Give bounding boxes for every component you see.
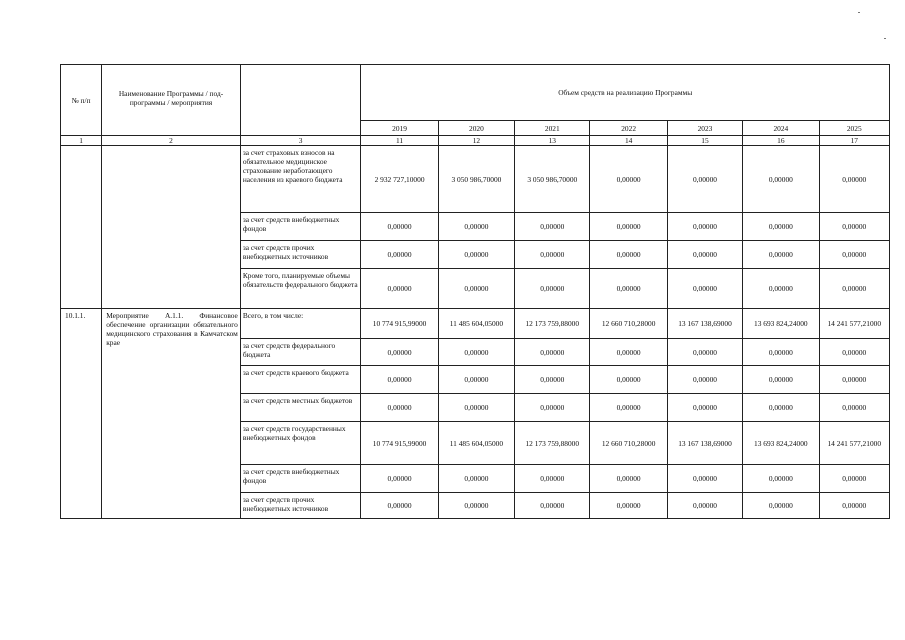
header-name: Наименование Программы / под-программы / мероприятия (102, 65, 241, 136)
value-cell: 0,00000 (743, 465, 819, 493)
value-cell: 13 167 138,69000 (667, 309, 742, 339)
value-cell: 14 241 577,21000 (819, 422, 889, 465)
value-cell: 0,00000 (361, 394, 438, 422)
value-cell: 0,00000 (515, 269, 590, 309)
value-cell: 0,00000 (667, 213, 742, 241)
value-cell: 0,00000 (590, 339, 667, 366)
header-blank (240, 65, 361, 136)
value-cell: 0,00000 (590, 146, 667, 213)
index-cell: 11 (361, 136, 438, 146)
index-cell: 1 (61, 136, 102, 146)
value-cell: 0,00000 (743, 339, 819, 366)
value-cell: 0,00000 (590, 269, 667, 309)
value-cell: 0,00000 (515, 213, 590, 241)
value-cell: 0,00000 (438, 394, 514, 422)
value-cell: 10 774 915,99000 (361, 309, 438, 339)
value-cell: 0,00000 (361, 465, 438, 493)
value-cell: 0,00000 (819, 394, 889, 422)
header-row (61, 65, 890, 121)
source-cell: за счет средств местных бюджетов (240, 394, 361, 422)
scan-speck (858, 12, 860, 13)
year-cell: 2023 (667, 121, 742, 136)
index-row (61, 136, 890, 146)
value-cell: 0,00000 (667, 146, 742, 213)
value-cell: 0,00000 (667, 339, 742, 366)
value-cell: 11 485 604,05000 (438, 309, 514, 339)
funding-table (60, 64, 890, 519)
value-cell: 0,00000 (667, 269, 742, 309)
source-cell: за счет средств прочих внебюджетных источников (240, 493, 361, 519)
value-cell: 0,00000 (361, 213, 438, 241)
index-cell: 3 (240, 136, 361, 146)
value-cell: 0,00000 (743, 394, 819, 422)
value-cell: 0,00000 (667, 241, 742, 269)
header-num: № п/п (61, 65, 102, 136)
year-cell: 2024 (743, 121, 819, 136)
value-cell: 0,00000 (438, 213, 514, 241)
value-cell: 0,00000 (819, 146, 889, 213)
value-cell: 0,00000 (515, 241, 590, 269)
value-cell: 0,00000 (667, 366, 742, 394)
value-cell: 0,00000 (743, 493, 819, 519)
value-cell: 0,00000 (743, 241, 819, 269)
source-cell: Кроме того, планируемые объемы обязательств федерального бюджета (240, 269, 361, 309)
value-cell: 0,00000 (819, 465, 889, 493)
header-funding: Объем средств на реализацию Программы (361, 65, 890, 121)
source-cell: за счет страховых взносов на обязательное медицинское страхование неработающего населения из краевого бюджета (240, 146, 361, 213)
index-cell: 2 (102, 136, 241, 146)
index-cell: 13 (515, 136, 590, 146)
index-cell: 16 (743, 136, 819, 146)
value-cell: 0,00000 (743, 213, 819, 241)
value-cell: 0,00000 (438, 465, 514, 493)
index-cell: 12 (438, 136, 514, 146)
value-cell: 0,00000 (819, 269, 889, 309)
value-cell: 12 173 759,88000 (515, 309, 590, 339)
value-cell: 0,00000 (590, 366, 667, 394)
source-cell: за счет средств краевого бюджета (240, 366, 361, 394)
index-cell: 17 (819, 136, 889, 146)
value-cell: 12 660 710,28000 (590, 309, 667, 339)
value-cell: 14 241 577,21000 (819, 309, 889, 339)
table-row (61, 146, 890, 213)
value-cell: 10 774 915,99000 (361, 422, 438, 465)
value-cell: 0,00000 (361, 493, 438, 519)
value-cell: 0,00000 (743, 366, 819, 394)
year-cell: 2022 (590, 121, 667, 136)
value-cell: 0,00000 (515, 493, 590, 519)
value-cell: 11 485 604,05000 (438, 422, 514, 465)
value-cell: 0,00000 (438, 269, 514, 309)
scan-speck (884, 38, 886, 39)
value-cell: 0,00000 (438, 241, 514, 269)
value-cell: 0,00000 (361, 339, 438, 366)
value-cell: 0,00000 (743, 146, 819, 213)
source-cell: за счет средств прочих внебюджетных источников (240, 241, 361, 269)
value-cell: 0,00000 (515, 366, 590, 394)
value-cell: 0,00000 (361, 241, 438, 269)
value-cell: 3 050 986,70000 (438, 146, 514, 213)
value-cell: 0,00000 (515, 465, 590, 493)
index-cell: 14 (590, 136, 667, 146)
source-cell: за счет средств внебюджетных фондов (240, 213, 361, 241)
source-cell: за счет средств внебюджетных фондов (240, 465, 361, 493)
value-cell: 13 693 824,24000 (743, 309, 819, 339)
year-cell: 2020 (438, 121, 514, 136)
value-cell: 0,00000 (819, 493, 889, 519)
year-cell: 2021 (515, 121, 590, 136)
value-cell: 0,00000 (590, 465, 667, 493)
value-cell: 0,00000 (590, 394, 667, 422)
value-cell: 0,00000 (743, 269, 819, 309)
value-cell: 0,00000 (667, 394, 742, 422)
value-cell: 12 660 710,28000 (590, 422, 667, 465)
measure-code: 10.1.1. (61, 309, 102, 519)
value-cell: 0,00000 (819, 339, 889, 366)
value-cell: 3 050 986,70000 (515, 146, 590, 213)
value-cell: 0,00000 (438, 493, 514, 519)
year-cell: 2025 (819, 121, 889, 136)
value-cell: 0,00000 (590, 213, 667, 241)
index-cell: 15 (667, 136, 742, 146)
value-cell: 13 693 824,24000 (743, 422, 819, 465)
value-cell: 0,00000 (667, 465, 742, 493)
value-cell: 0,00000 (438, 339, 514, 366)
value-cell: 0,00000 (515, 339, 590, 366)
measure-name: Мероприятие А.1.1. Финансовое обеспечение организации обязательного медицинского страхования в Камчатском крае (102, 309, 241, 519)
value-cell: 12 173 759,88000 (515, 422, 590, 465)
source-cell: за счет средств государственных внебюджетных фондов (240, 422, 361, 465)
value-cell: 2 932 727,10000 (361, 146, 438, 213)
value-cell: 0,00000 (819, 213, 889, 241)
value-cell: 0,00000 (819, 366, 889, 394)
value-cell: 0,00000 (361, 269, 438, 309)
source-cell: за счет средств федерального бюджета (240, 339, 361, 366)
value-cell: 13 167 138,69000 (667, 422, 742, 465)
table-row (61, 309, 890, 339)
source-cell: Всего, в том числе: (240, 309, 361, 339)
value-cell: 0,00000 (361, 366, 438, 394)
name-cell-empty (102, 146, 241, 309)
code-cell-empty (61, 146, 102, 309)
value-cell: 0,00000 (438, 366, 514, 394)
year-cell: 2019 (361, 121, 438, 136)
value-cell: 0,00000 (515, 394, 590, 422)
value-cell: 0,00000 (590, 493, 667, 519)
value-cell: 0,00000 (667, 493, 742, 519)
value-cell: 0,00000 (590, 241, 667, 269)
value-cell: 0,00000 (819, 241, 889, 269)
